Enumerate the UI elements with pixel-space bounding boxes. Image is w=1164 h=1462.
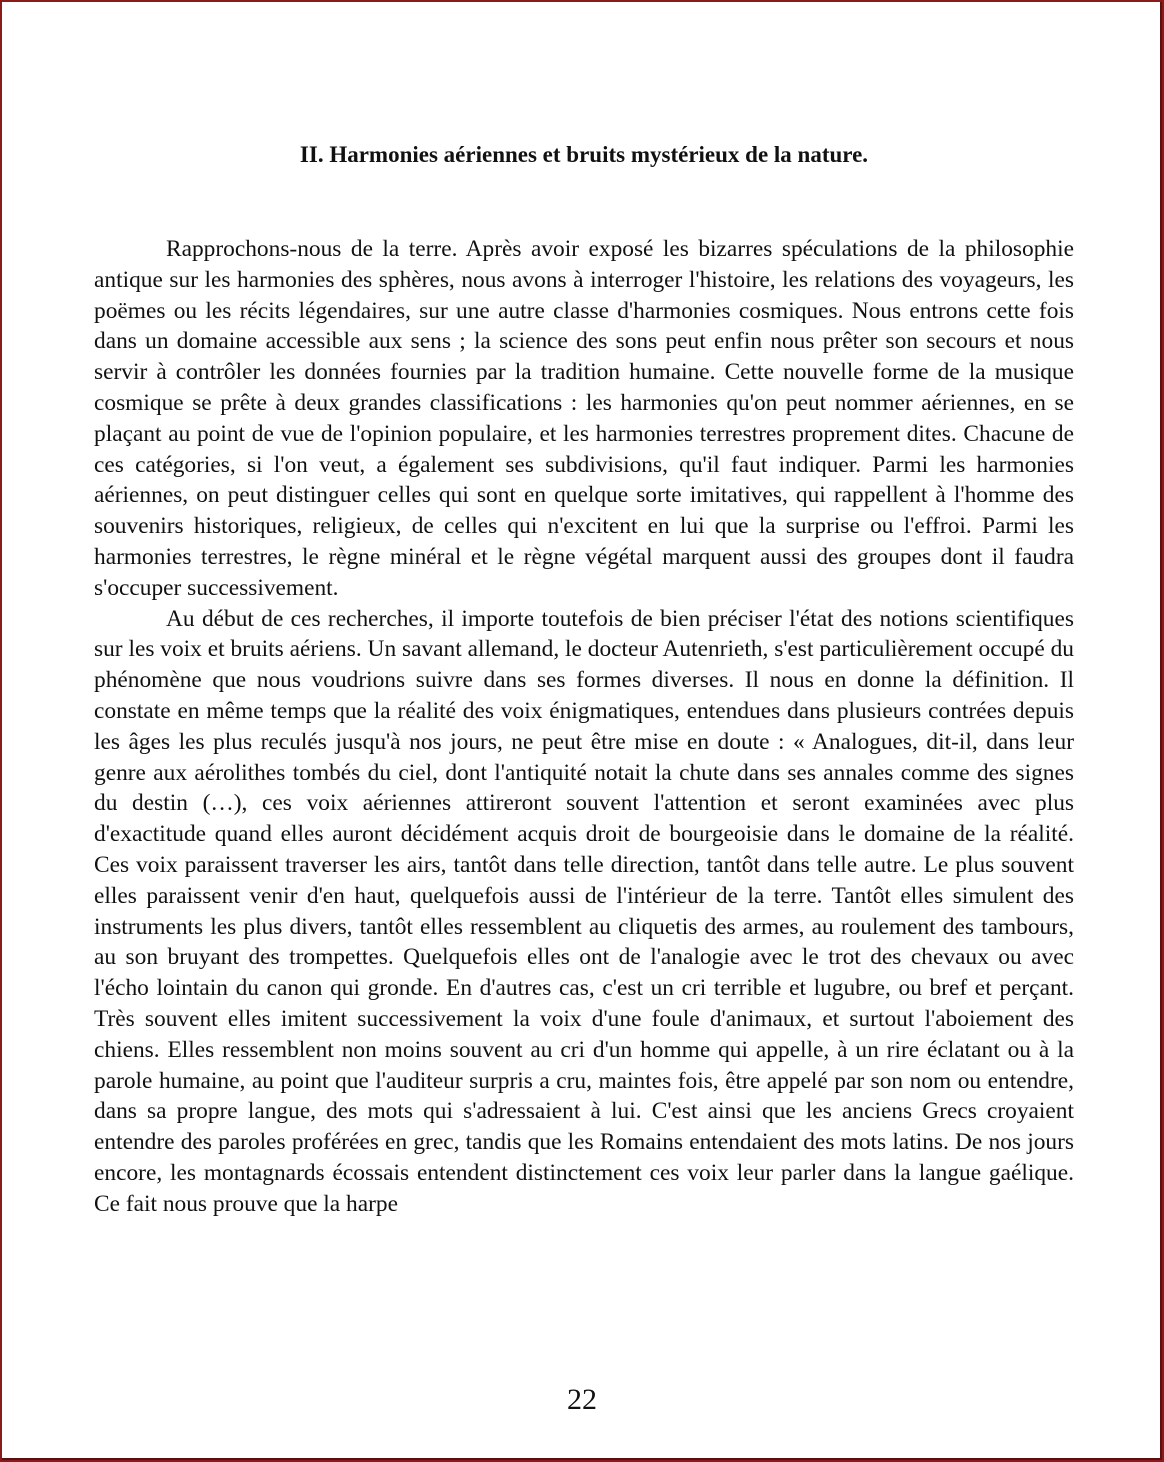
page-number: 22 bbox=[567, 1383, 597, 1416]
paragraph-1: Rapprochons-nous de la terre. Après avoir exposé les bizarres spéculations de la philosophie antique sur les harmonies des sphères, nous avons à interroger l'histoire, les relations des voyageurs, les poëmes ou les récits légendaires, sur une autre classe d'harmonies cosmiques. Nous entrons cette fois dans un domaine accessible aux sens ; la science des sons peut enfin nous prêter son secours et nous servir à contrôler les données fournies par la tradition humaine. Cette nouvelle forme de la musique cosmique se prête à deux grandes classifications : les harmonies qu'on peut nommer aériennes, en se plaçant au point de vue de l'opinion populaire, et les harmonies terrestres proprement dites. Chacune de ces catégories, si l'on veut, a également ses subdivisions, qu'il faut indiquer. Parmi les harmonies aériennes, on peut distinguer celles qui sont en quelque sorte imitatives, qui rappellent à l'homme des souvenirs historiques, religieux, de celles qui n'excitent en lui que la surprise ou l'effroi. Parmi les harmonies terrestres, le règne minéral et le règne végétal marquent aussi des groupes dont il faudra s'occuper successivement. bbox=[94, 236, 1074, 601]
chapter-title: II. Harmonies aériennes et bruits mystérieux de la nature. bbox=[299, 142, 869, 167]
page-body bbox=[94, 140, 1074, 1220]
paragraph-2: Au début de ces recherches, il importe toutefois de bien préciser l'état des notions scientifiques sur les voix et bruits aériens. Un savant allemand, le docteur Autenrieth, s'est particulièrement occupé du phénomène que nous voudrions suivre dans ses formes diverses. Il nous en donne la définition. Il constate en même temps que la réalité des voix énigmatiques, entendues dans plusieurs contrées depuis les âges les plus reculés jusqu'à nos jours, ne peut être mise en doute : « Analogues, dit-il, dans leur genre aux aérolithes tombés du ciel, dont l'antiquité notait la chute dans ses annales comme des signes du destin (…), ces voix aériennes attireront souvent l'attention et seront examinées avec plus d'exactitude quand elles auront décidément acquis droit de bourgeoisie dans le domaine de la réalité. Ces voix paraissent traverser les airs, tantôt dans telle direction, tantôt dans telle autre. Le plus souvent elles paraissent venir d'en haut, quelquefois aussi de l'intérieur de la terre. Tantôt elles simulent des instruments les plus divers, tantôt elles ressemblent au cliquetis des armes, au roulement des tambours, au son bruyant des trompettes. Quelquefois elles ont de l'analogie avec le trot des chevaux ou avec l'écho lointain du canon qui gronde. En d'autres cas, c'est un cri terrible et lugubre, ou bref et perçant. Très souvent elles imitent successivement la voix d'une foule d'animaux, et surtout l'aboiement des chiens. Elles ressemblent non moins souvent au cri d'un homme qui appelle, à un rire éclatant ou à la parole humaine, au point que l'auditeur surpris a cru, maintes fois, être appelé par son nom ou entendre, dans sa propre langue, des mots qui s'adressaient à lui. C'est ainsi que les anciens Grecs croyaient entendre des paroles proférées en grec, tandis que les Romains entendaient des mots latins. De nos jours encore, les montagnards écossais entendent distinctement ces voix leur parler dans la langue gaélique. Ce fait nous prouve que la harpe bbox=[94, 605, 1074, 1217]
